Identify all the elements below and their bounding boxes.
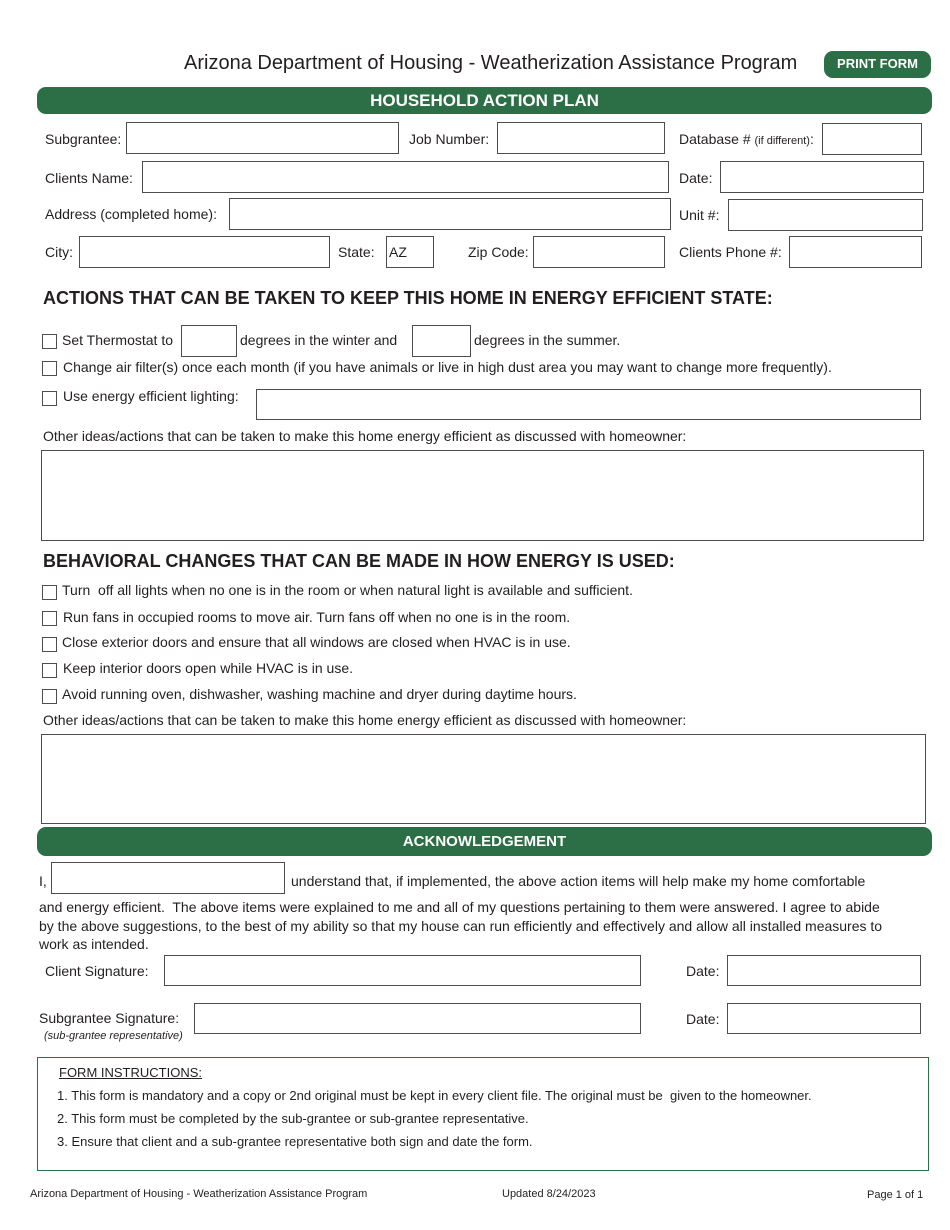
address-label: Address (completed home): <box>45 206 217 222</box>
acknowledgement-bar <box>37 827 932 856</box>
subgrantee-date-input[interactable] <box>727 1003 921 1034</box>
subgrantee-signature-label: Subgrantee Signature: <box>39 1010 180 1026</box>
subgrantee-signature-note: (sub-grantee representative) <box>44 1030 183 1042</box>
unit-input[interactable] <box>728 199 923 231</box>
zip-input[interactable] <box>533 236 665 268</box>
instruction-item: 1. This form is mandatory and a copy or 2nd original must be kept in every client file. The original must be given to the homeowner. <box>57 1088 812 1103</box>
ack-line-4: work as intended. <box>39 936 149 952</box>
database-label <box>679 131 814 147</box>
actions-heading: ACTIONS THAT CAN BE TAKEN TO KEEP THIS HOME IN ENERGY EFFICIENT STATE: <box>43 288 773 308</box>
instructions-title: FORM INSTRUCTIONS: <box>59 1065 202 1080</box>
ack-line-3: by the above suggestions, to the best of my ability so that my house can run efficiently and effectively and allow all installed measures to <box>39 918 883 934</box>
plan-title-bar <box>37 87 932 114</box>
client-signature-label: Client Signature: <box>45 963 149 979</box>
state-input[interactable]: AZ <box>386 236 434 268</box>
winter-degrees-input[interactable] <box>181 325 237 357</box>
database-input[interactable] <box>822 123 922 155</box>
lighting-checkbox[interactable] <box>42 391 57 406</box>
zip-label: Zip Code: <box>468 244 529 260</box>
instruction-item: 3. Ensure that client and a sub-grantee representative both sign and date the form. <box>57 1134 533 1149</box>
subgrantee-input[interactable] <box>126 122 399 154</box>
city-label: City: <box>45 244 73 260</box>
subgrantee-date-label: Date: <box>686 1011 720 1027</box>
behavior-item: Avoid running oven, dishwasher, washing machine and dryer during daytime hours. <box>62 686 577 702</box>
instruction-item: 2. This form must be completed by the sub-grantee or sub-grantee representative. <box>57 1111 529 1126</box>
ack-line-1: understand that, if implemented, the above action items will help make my home comfortable <box>291 873 866 889</box>
behavior-checkbox[interactable] <box>42 663 57 678</box>
clients-name-input[interactable] <box>142 161 669 193</box>
clients-phone-input[interactable] <box>789 236 922 268</box>
behavior-item: Close exterior doors and ensure that all windows are closed when HVAC is in use. <box>62 634 571 650</box>
thermostat-text-b: degrees in the winter and <box>240 332 398 348</box>
air-filter-checkbox[interactable] <box>42 361 57 376</box>
date-label: Date: <box>679 170 713 186</box>
state-label: State: <box>338 244 375 260</box>
behavior-checkbox[interactable] <box>42 637 57 652</box>
job-number-label: Job Number: <box>409 131 490 147</box>
database-colon: : <box>809 131 814 147</box>
client-date-input[interactable] <box>727 955 921 986</box>
ack-line-2: and energy efficient. The above items were explained to me and all of my questions pertaining to them were answered. I agree to abide <box>39 899 880 915</box>
ack-name-input[interactable] <box>51 862 285 894</box>
ack-i-label: I, <box>39 873 47 889</box>
summer-degrees-input[interactable] <box>412 325 471 357</box>
thermostat-text-c: degrees in the summer. <box>474 332 621 348</box>
footer-page: Page 1 of 1 <box>867 1189 924 1201</box>
behavior-item: Turn off all lights when no one is in the room or when natural light is available and sufficient. <box>62 582 633 598</box>
behavior-checkbox[interactable] <box>42 585 57 600</box>
behavioral-other-ideas-input[interactable] <box>41 734 926 824</box>
clients-name-label: Clients Name: <box>45 170 133 186</box>
subgrantee-label: Subgrantee: <box>45 131 122 147</box>
behavior-item: Run fans in occupied rooms to move air. Turn fans off when no one is in the room. <box>63 609 571 625</box>
plan-title: HOUSEHOLD ACTION PLAN <box>370 91 599 110</box>
lighting-input[interactable] <box>256 389 921 420</box>
footer-updated: Updated 8/24/2023 <box>502 1188 596 1200</box>
actions-other-ideas-input[interactable] <box>41 450 924 541</box>
thermostat-text-a: Set Thermostat to <box>62 332 174 348</box>
behavior-item: Keep interior doors open while HVAC is in use. <box>63 660 354 676</box>
city-input[interactable] <box>79 236 330 268</box>
header-title: Arizona Department of Housing - Weatherization Assistance Program <box>184 52 798 74</box>
behavior-checkbox[interactable] <box>42 689 57 704</box>
footer-left: Arizona Department of Housing - Weatherization Assistance Program <box>30 1188 368 1200</box>
address-input[interactable] <box>229 198 671 230</box>
behavioral-heading: BEHAVIORAL CHANGES THAT CAN BE MADE IN HOW ENERGY IS USED: <box>43 551 675 571</box>
air-filter-text: Change air filter(s) once each month (if you have animals or live in high dust area you may want to change more frequently). <box>63 359 832 375</box>
actions-other-ideas-label: Other ideas/actions that can be taken to make this home energy efficient as discussed with homeowner: <box>43 428 687 444</box>
client-signature-input[interactable] <box>164 955 641 986</box>
subgrantee-signature-input[interactable] <box>194 1003 641 1034</box>
unit-label: Unit #: <box>679 207 720 223</box>
database-label-text: Database # <box>679 131 751 147</box>
acknowledgement-title: ACKNOWLEDGEMENT <box>402 833 567 850</box>
date-input[interactable] <box>720 161 924 193</box>
database-note: (if different) <box>754 135 810 147</box>
job-number-input[interactable] <box>497 122 665 154</box>
behavior-checkbox[interactable] <box>42 611 57 626</box>
clients-phone-label: Clients Phone #: <box>679 244 782 260</box>
print-form-button[interactable]: PRINT FORM <box>824 51 931 78</box>
thermostat-checkbox[interactable] <box>42 334 57 349</box>
behavioral-other-ideas-label: Other ideas/actions that can be taken to make this home energy efficient as discussed with homeowner: <box>43 712 687 728</box>
lighting-text: Use energy efficient lighting: <box>63 388 239 404</box>
client-date-label: Date: <box>686 963 720 979</box>
